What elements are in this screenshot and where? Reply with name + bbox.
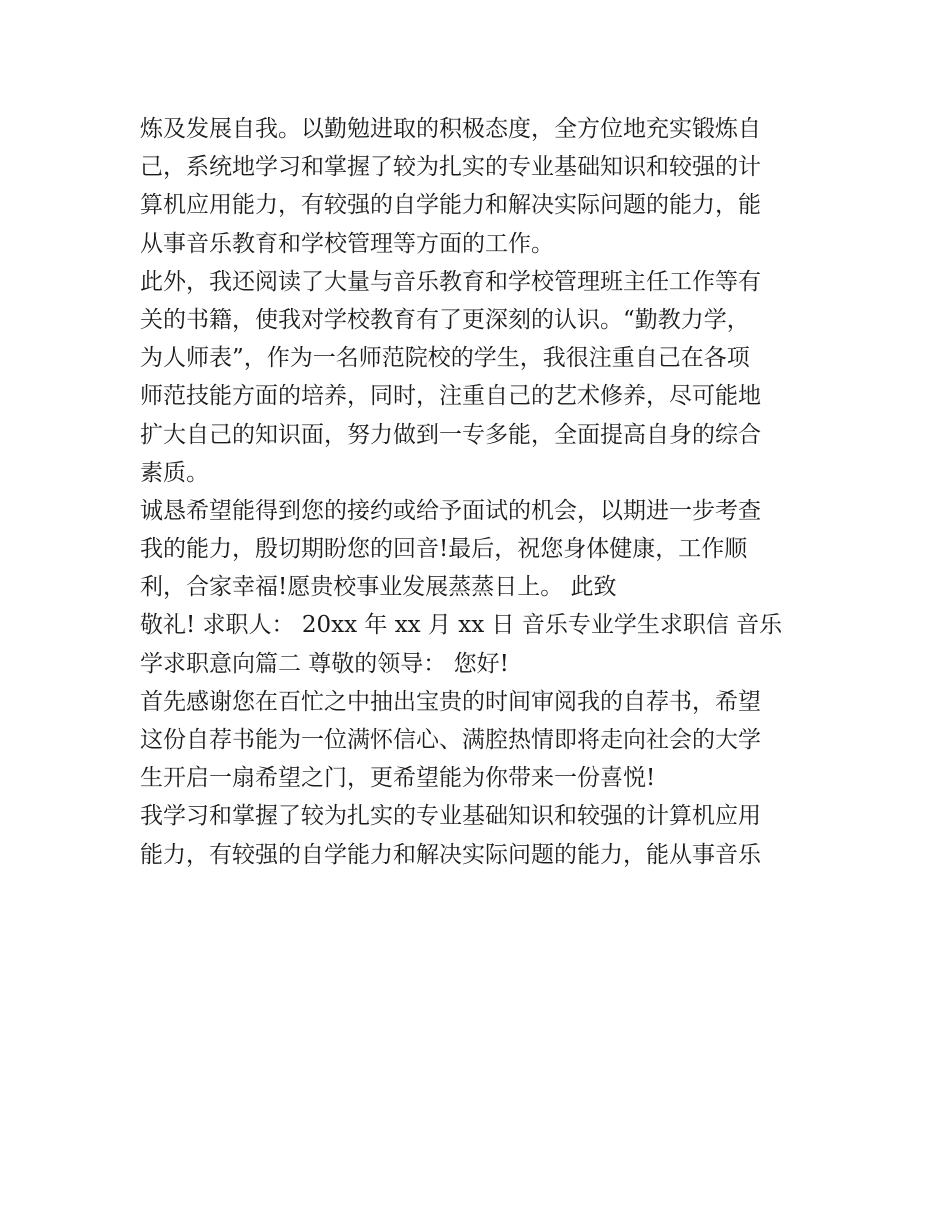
text-line: 利，合家幸福!愿贵校事业发展蒸蒸日上。 此致 (140, 574, 617, 601)
text-line: 从事音乐教育和学校管理等方面的工作。 (140, 230, 554, 257)
text-line: 素质。 (140, 459, 209, 486)
text-line: 此外，我还阅读了大量与音乐教育和学校管理班主任工作等有 (140, 268, 761, 295)
text-line: 师范技能方面的培养，同时，注重自己的艺术修养，尽可能地 (140, 383, 761, 410)
text-line: 诚恳希望能得到您的接约或给予面试的机会，以期进一步考查 (140, 497, 761, 524)
text-line: 算机应用能力，有较强的自学能力和解决实际问题的能力，能 (140, 192, 761, 219)
text-line: 敬礼! 求职人： 20xx 年 xx 月 xx 日 音乐专业学生求职信 音乐 (140, 612, 783, 639)
text-line: 为人师表”，作为一名师范院校的学生，我很注重自己在各项 (140, 345, 750, 372)
text-line: 首先感谢您在百忙之中抽出宝贵的时间审阅我的自荐书，希望 (140, 688, 761, 715)
text-line: 炼及发展自我。以勤勉进取的积极态度，全方位地充实锻炼自 (140, 116, 761, 142)
text-line: 生开启一扇希望之门，更希望能为你带来一份喜悦! (140, 765, 656, 792)
body-text (140, 110, 820, 874)
text-line: 能力，有较强的自学能力和解决实际问题的能力，能从事音乐 (140, 841, 761, 868)
text-line: 学求职意向篇二 尊敬的领导： 您好! (140, 650, 509, 677)
text-line: 我学习和掌握了较为扎实的专业基础知识和较强的计算机应用 (140, 803, 761, 830)
text-line: 这份自荐书能为一位满怀信心、满腔热情即将走向社会的大学 (140, 727, 761, 753)
text-line: 我的能力，殷切期盼您的回音!最后，祝您身体健康，工作顺 (140, 536, 748, 563)
text-line: 扩大自己的知识面，努力做到一专多能，全面提高自身的综合 (140, 421, 761, 448)
text-line: 己，系统地学习和掌握了较为扎实的专业基础知识和较强的计 (140, 154, 761, 181)
text-line: 关的书籍，使我对学校教育有了更深刻的认识。“勤教力学， (140, 306, 750, 333)
